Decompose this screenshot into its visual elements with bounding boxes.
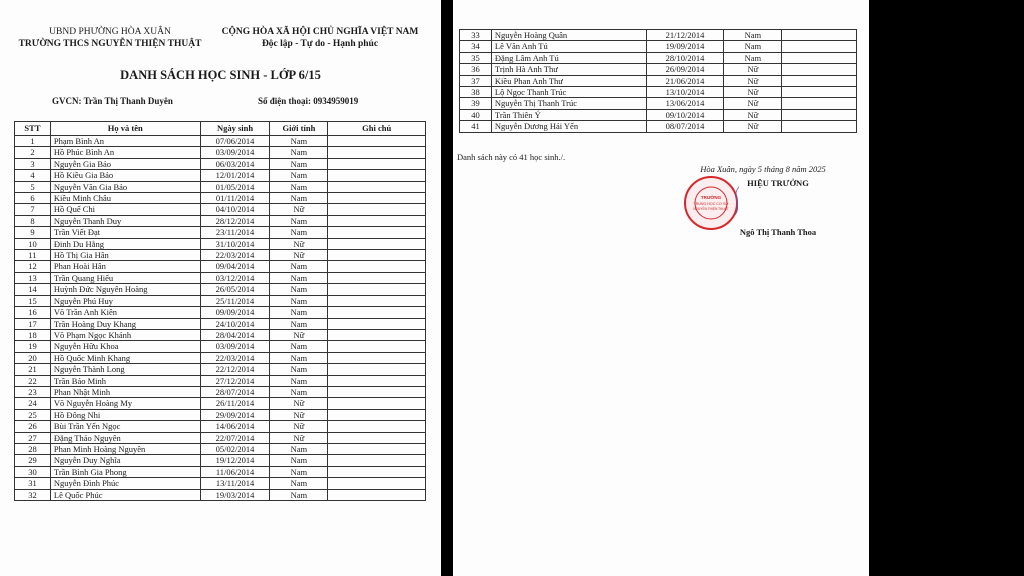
student-stt: 23 (15, 386, 51, 397)
table-row (15, 421, 426, 432)
student-name: Võ Phạm Ngọc Khánh (50, 329, 200, 340)
student-stt: 15 (15, 295, 51, 306)
student-gender: Nam (270, 261, 328, 272)
student-dob: 12/01/2014 (200, 170, 270, 181)
svg-text:NGUYỄN THIỆN THUẬT: NGUYỄN THIỆN THUẬT (693, 207, 729, 211)
student-dob: 03/09/2014 (200, 341, 270, 352)
table-row (15, 478, 426, 489)
student-stt: 39 (460, 98, 492, 109)
student-note (328, 227, 426, 238)
student-note (328, 329, 426, 340)
student-name: Trần Thiên Ý (491, 109, 646, 120)
student-stt: 24 (15, 398, 51, 409)
table-row (460, 41, 857, 52)
student-name: Hồ Kiều Gia Bảo (50, 170, 200, 181)
student-note (782, 87, 857, 98)
student-name: Võ Trần Anh Kiên (50, 307, 200, 318)
student-name: Nguyễn Duy Nghĩa (50, 455, 200, 466)
student-stt: 33 (460, 30, 492, 41)
student-dob: 31/10/2014 (200, 238, 270, 249)
school-seal-icon (683, 175, 739, 231)
student-stt: 8 (15, 215, 51, 226)
student-note (328, 352, 426, 363)
student-dob: 21/06/2014 (646, 75, 724, 86)
student-gender: Nam (270, 295, 328, 306)
table-row (15, 261, 426, 272)
student-stt: 40 (460, 109, 492, 120)
table-row (15, 307, 426, 318)
student-stt: 34 (460, 41, 492, 52)
student-stt: 21 (15, 364, 51, 375)
table-row (15, 409, 426, 420)
svg-text:TRUNG HỌC CƠ SỞ: TRUNG HỌC CƠ SỞ (693, 202, 729, 206)
student-stt: 35 (460, 52, 492, 63)
table-row (15, 341, 426, 352)
student-dob: 26/09/2014 (646, 64, 724, 75)
student-note (328, 455, 426, 466)
student-note (328, 489, 426, 500)
table-row (15, 272, 426, 283)
national-motto: Độc lập - Tự do - Hạnh phúc (261, 39, 379, 49)
student-dob: 29/09/2014 (200, 409, 270, 420)
student-gender: Nam (270, 318, 328, 329)
student-name: Lộ Ngọc Thanh Trúc (491, 87, 646, 98)
student-dob: 22/03/2014 (200, 352, 270, 363)
student-name: Nguyễn Hữu Khoa (50, 341, 200, 352)
student-dob: 06/03/2014 (200, 158, 270, 169)
student-name: Trần Bảo Minh (50, 375, 200, 386)
student-stt: 14 (15, 284, 51, 295)
student-dob: 28/10/2014 (646, 52, 724, 63)
student-dob: 22/12/2014 (200, 364, 270, 375)
student-note (782, 30, 857, 41)
student-note (328, 341, 426, 352)
header-right (205, 26, 435, 50)
student-gender: Nam (270, 227, 328, 238)
student-stt: 38 (460, 87, 492, 98)
table-row (15, 136, 426, 147)
student-dob: 22/07/2014 (200, 432, 270, 443)
col-note: Ghi chú (328, 122, 426, 136)
student-note (328, 421, 426, 432)
student-stt: 30 (15, 466, 51, 477)
student-stt: 17 (15, 318, 51, 329)
student-dob: 19/09/2014 (646, 41, 724, 52)
student-gender: Nam (270, 478, 328, 489)
student-dob: 05/02/2014 (200, 443, 270, 454)
student-note (328, 432, 426, 443)
student-dob: 28/12/2014 (200, 215, 270, 226)
student-name: Kiều Phan Anh Thư (491, 75, 646, 86)
student-note (328, 193, 426, 204)
student-name: Trịnh Hà Anh Thư (491, 64, 646, 75)
student-stt: 1 (15, 136, 51, 147)
student-name: Trần Hoàng Duy Khang (50, 318, 200, 329)
col-name: Họ và tên (50, 122, 200, 136)
student-note (782, 121, 857, 132)
student-dob: 14/06/2014 (200, 421, 270, 432)
student-gender: Nữ (270, 204, 328, 215)
table-row (15, 227, 426, 238)
table-row (15, 193, 426, 204)
student-dob: 03/09/2014 (200, 147, 270, 158)
table-row (15, 158, 426, 169)
col-gender: Giới tính (270, 122, 328, 136)
student-stt: 2 (15, 147, 51, 158)
student-table-left (14, 121, 426, 501)
student-name: Nguyễn Hoàng Quân (491, 30, 646, 41)
student-dob: 03/12/2014 (200, 272, 270, 283)
table-row (15, 204, 426, 215)
table-row (15, 170, 426, 181)
national-title: CỘNG HÒA XÃ HỘI CHỦ NGHĨA VIỆT NAM (221, 27, 419, 37)
student-gender: Nữ (724, 64, 782, 75)
student-stt: 32 (15, 489, 51, 500)
student-note (328, 386, 426, 397)
student-gender: Nam (270, 489, 328, 500)
student-stt: 31 (15, 478, 51, 489)
student-stt: 37 (460, 75, 492, 86)
student-dob: 13/11/2014 (200, 478, 270, 489)
student-stt: 5 (15, 181, 51, 192)
signature-place-date: Hòa Xuân, ngày 5 tháng 8 năm 2025 (700, 164, 826, 174)
table-header-row (15, 122, 426, 136)
student-name: Nguyễn Gia Bảo (50, 158, 200, 169)
student-stt: 36 (460, 64, 492, 75)
teacher-name: GVCN: Trần Thị Thanh Duyên (52, 96, 173, 106)
table-row (15, 443, 426, 454)
student-name: Hồ Phúc Bình An (50, 147, 200, 158)
student-dob: 28/04/2014 (200, 329, 270, 340)
student-gender: Nữ (270, 329, 328, 340)
student-gender: Nam (724, 52, 782, 63)
student-stt: 10 (15, 238, 51, 249)
student-note (328, 284, 426, 295)
table-row (15, 352, 426, 363)
student-stt: 6 (15, 193, 51, 204)
table-row (15, 329, 426, 340)
student-name: Nguyễn Dương Hải Yến (491, 121, 646, 132)
student-dob: 01/05/2014 (200, 181, 270, 192)
student-stt: 28 (15, 443, 51, 454)
student-note (328, 364, 426, 375)
student-stt: 41 (460, 121, 492, 132)
student-stt: 25 (15, 409, 51, 420)
student-note (782, 98, 857, 109)
student-gender: Nam (270, 136, 328, 147)
table-row (15, 386, 426, 397)
student-gender: Nữ (270, 432, 328, 443)
student-name: Võ Nguyễn Hoàng My (50, 398, 200, 409)
student-note (328, 136, 426, 147)
table-row (15, 181, 426, 192)
student-gender: Nam (724, 41, 782, 52)
student-gender: Nữ (724, 75, 782, 86)
student-stt: 9 (15, 227, 51, 238)
table-row (15, 318, 426, 329)
student-gender: Nữ (724, 87, 782, 98)
student-note (328, 261, 426, 272)
student-gender: Nam (270, 364, 328, 375)
table-row (460, 64, 857, 75)
student-dob: 22/03/2014 (200, 250, 270, 261)
student-gender: Nam (270, 272, 328, 283)
student-gender: Nam (270, 147, 328, 158)
student-gender: Nam (270, 352, 328, 363)
student-note (782, 64, 857, 75)
student-stt: 3 (15, 158, 51, 169)
student-dob: 25/11/2014 (200, 295, 270, 306)
student-dob: 23/11/2014 (200, 227, 270, 238)
student-name: Nguyễn Thành Long (50, 364, 200, 375)
student-note (328, 158, 426, 169)
student-name: Trần Viết Đạt (50, 227, 200, 238)
page-title: DANH SÁCH HỌC SINH - LỚP 6/15 (120, 68, 321, 82)
student-dob: 11/06/2014 (200, 466, 270, 477)
student-name: Đặng Lâm Anh Tú (491, 52, 646, 63)
student-note (328, 466, 426, 477)
student-gender: Nam (270, 455, 328, 466)
table-row (460, 87, 857, 98)
student-name: Hồ Thị Gia Hân (50, 250, 200, 261)
student-dob: 09/10/2014 (646, 109, 724, 120)
student-note (328, 398, 426, 409)
student-name: Trần Quang Hiếu (50, 272, 200, 283)
col-dob: Ngày sinh (200, 122, 270, 136)
student-stt: 29 (15, 455, 51, 466)
table-row (460, 75, 857, 86)
student-note (328, 215, 426, 226)
student-name: Đinh Du Hằng (50, 238, 200, 249)
student-gender: Nam (270, 158, 328, 169)
table-row (15, 250, 426, 261)
student-note (328, 147, 426, 158)
student-dob: 26/11/2014 (200, 398, 270, 409)
student-dob: 28/07/2014 (200, 386, 270, 397)
table-row (15, 284, 426, 295)
table-row (460, 30, 857, 41)
col-stt: STT (15, 122, 51, 136)
student-name: Hồ Đông Nhi (50, 409, 200, 420)
signature-role: HIỆU TRƯỞNG (747, 178, 809, 188)
student-dob: 19/03/2014 (200, 489, 270, 500)
student-dob: 01/11/2014 (200, 193, 270, 204)
student-name: Phan Nhật Minh (50, 386, 200, 397)
student-dob: 21/12/2014 (646, 30, 724, 41)
student-name: Phan Hoài Hân (50, 261, 200, 272)
student-gender: Nữ (270, 238, 328, 249)
student-note (328, 478, 426, 489)
student-stt: 16 (15, 307, 51, 318)
student-note (328, 238, 426, 249)
student-gender: Nam (270, 284, 328, 295)
school-name: TRƯỜNG THCS NGUYỄN THIỆN THUẬT (18, 39, 202, 49)
page-right (453, 0, 869, 576)
student-note (328, 409, 426, 420)
table-row (15, 375, 426, 386)
student-stt: 12 (15, 261, 51, 272)
student-name: Nguyễn Thanh Duy (50, 215, 200, 226)
student-dob: 09/04/2014 (200, 261, 270, 272)
student-note (782, 75, 857, 86)
student-dob: 19/12/2014 (200, 455, 270, 466)
student-gender: Nam (270, 466, 328, 477)
student-gender: Nam (270, 307, 328, 318)
student-dob: 24/10/2014 (200, 318, 270, 329)
student-name: Kiều Minh Châu (50, 193, 200, 204)
table-row (15, 238, 426, 249)
student-note (328, 443, 426, 454)
student-name: Đặng Thảo Nguyên (50, 432, 200, 443)
table-row (15, 489, 426, 500)
student-name: Nguyễn Thị Thanh Trúc (491, 98, 646, 109)
student-gender: Nam (270, 215, 328, 226)
student-note (328, 250, 426, 261)
student-note (328, 375, 426, 386)
student-gender: Nam (724, 30, 782, 41)
student-stt: 4 (15, 170, 51, 181)
signature-name: Ngô Thị Thanh Thoa (739, 227, 817, 237)
table-row (15, 398, 426, 409)
student-name: Hồ Quế Chi (50, 204, 200, 215)
student-gender: Nam (270, 375, 328, 386)
student-name: Nguyễn Văn Gia Bảo (50, 181, 200, 192)
student-gender: Nam (270, 386, 328, 397)
student-dob: 09/09/2014 (200, 307, 270, 318)
student-gender: Nữ (270, 398, 328, 409)
student-stt: 11 (15, 250, 51, 261)
student-table-right (459, 29, 857, 133)
student-name: Bùi Trần Yến Ngọc (50, 421, 200, 432)
student-name: Trần Bình Gia Phong (50, 466, 200, 477)
student-stt: 27 (15, 432, 51, 443)
student-dob: 04/10/2014 (200, 204, 270, 215)
student-gender: Nữ (270, 250, 328, 261)
student-gender: Nữ (724, 98, 782, 109)
student-stt: 20 (15, 352, 51, 363)
student-dob: 27/12/2014 (200, 375, 270, 386)
table-row (15, 466, 426, 477)
student-dob: 26/05/2014 (200, 284, 270, 295)
student-stt: 26 (15, 421, 51, 432)
table-row (15, 455, 426, 466)
student-dob: 07/06/2014 (200, 136, 270, 147)
student-gender: Nam (270, 181, 328, 192)
student-gender: Nữ (270, 421, 328, 432)
student-gender: Nữ (724, 109, 782, 120)
table-row (460, 98, 857, 109)
student-name: Phan Minh Hoàng Nguyên (50, 443, 200, 454)
teacher-phone: Số điện thoại: 0934959019 (258, 96, 359, 106)
student-gender: Nam (270, 193, 328, 204)
student-stt: 7 (15, 204, 51, 215)
student-note (782, 109, 857, 120)
page-left (0, 0, 441, 576)
table-row (15, 147, 426, 158)
student-dob: 13/10/2014 (646, 87, 724, 98)
student-dob: 13/06/2014 (646, 98, 724, 109)
student-note (782, 52, 857, 63)
student-gender: Nam (270, 443, 328, 454)
student-note (782, 41, 857, 52)
student-note (328, 170, 426, 181)
student-note (328, 181, 426, 192)
table-row (15, 215, 426, 226)
student-gender: Nữ (270, 409, 328, 420)
student-note (328, 272, 426, 283)
student-stt: 18 (15, 329, 51, 340)
student-note (328, 307, 426, 318)
student-name: Lê Văn Anh Tú (491, 41, 646, 52)
student-note (328, 318, 426, 329)
table-row (15, 295, 426, 306)
table-row (15, 432, 426, 443)
header-left (10, 26, 210, 50)
student-stt: 13 (15, 272, 51, 283)
student-name: Hồ Quốc Minh Khang (50, 352, 200, 363)
student-gender: Nam (270, 170, 328, 181)
student-name: Nguyễn Đình Phúc (50, 478, 200, 489)
district-name: UBND PHƯỜNG HÒA XUÂN (49, 27, 171, 37)
table-row (15, 364, 426, 375)
student-note (328, 204, 426, 215)
student-gender: Nữ (724, 121, 782, 132)
table-row (460, 121, 857, 132)
student-dob: 08/07/2014 (646, 121, 724, 132)
student-note (328, 295, 426, 306)
student-stt: 22 (15, 375, 51, 386)
student-gender: Nam (270, 341, 328, 352)
svg-text:TRƯỜNG: TRƯỜNG (700, 195, 722, 200)
student-name: Huỳnh Đức Nguyên Hoàng (50, 284, 200, 295)
student-name: Nguyễn Phú Huy (50, 295, 200, 306)
student-name: Lê Quốc Phúc (50, 489, 200, 500)
student-name: Phạm Bình An (50, 136, 200, 147)
summary-note: Danh sách này có 41 học sinh./. (457, 152, 566, 162)
table-row (460, 109, 857, 120)
student-stt: 19 (15, 341, 51, 352)
table-row (460, 52, 857, 63)
